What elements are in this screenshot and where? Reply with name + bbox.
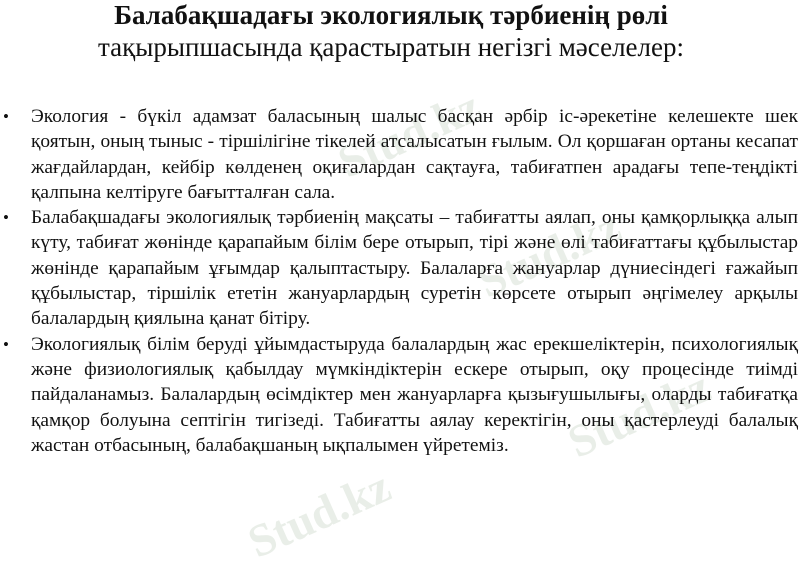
bullet-list bbox=[0, 104, 800, 458]
watermark: Stud.kz bbox=[560, 360, 718, 468]
slide-title bbox=[0, 0, 800, 64]
bullet-text: Экологиялық білім беруді ұйымдастыруда балалардың жас ерекшеліктерін, психологиялық және физиологиялық қабылдау мүмкіндіктерін ескере отырып, оқу процесінде тиімді пайдаланамыз. Балалардың өсімдіктер мен жануарларға қызығушылығы, оларды табиғатқа қамқор болуына септігін тигізеді. Табиғатты аялау керектігін, оны қастерлеуді балалық жастан отбасының, балабақшаның ықпалымен үйретеміз. bbox=[31, 333, 798, 456]
bullet-text: Балабақшадағы экологиялық тәрбиенің мақсаты – табиғатты аялап, оны қамқорлыққа алып күту, табиғат жөнінде қарапайым білім бере отырып, тірі және өлі табиғаттағы құбылыстар жөнінде қарапайым ұғымдар қалыптастыру. Балаларға жануарлар дүниесіндегі ғажайып құбылыстар, тіршілік ететін жануарлардың суретін көрсете отырып әңгімелеу арқылы балалардың қиялына қанат бітіру. bbox=[31, 207, 798, 330]
bullet-item-education bbox=[0, 332, 800, 458]
title-line-1: Балабақшадағы экологиялық тәрбиенің рөлі bbox=[114, 0, 668, 30]
title-line-2: тақырыпшасында қарастыратын негізгі мәселелер: bbox=[98, 32, 684, 62]
bullet-dot-icon: • bbox=[3, 208, 9, 228]
bullet-item-ecology bbox=[0, 104, 800, 205]
bullet-text: Экология - бүкіл адамзат баласының шалыс басқан әрбір іс-әрекетіне келешекте шек қоятын, оның тыныс - тіршілігіне тікелей атсалысатын ғылым. Ол қоршаған ортаны кесапат жағдайлардан, кейбір көлденең оқиғалардан сақтауға, табиғатпен арадағы тепе-теңдікті қалпына келтіруге бағытталған сала. bbox=[31, 106, 798, 203]
watermark: Stud.kz bbox=[330, 80, 488, 188]
watermark: Stud.kz bbox=[240, 460, 398, 568]
bullet-item-goal bbox=[0, 205, 800, 331]
bullet-dot-icon: • bbox=[3, 334, 9, 354]
watermark: Stud.kz bbox=[470, 200, 628, 308]
bullet-dot-icon: • bbox=[3, 107, 9, 126]
